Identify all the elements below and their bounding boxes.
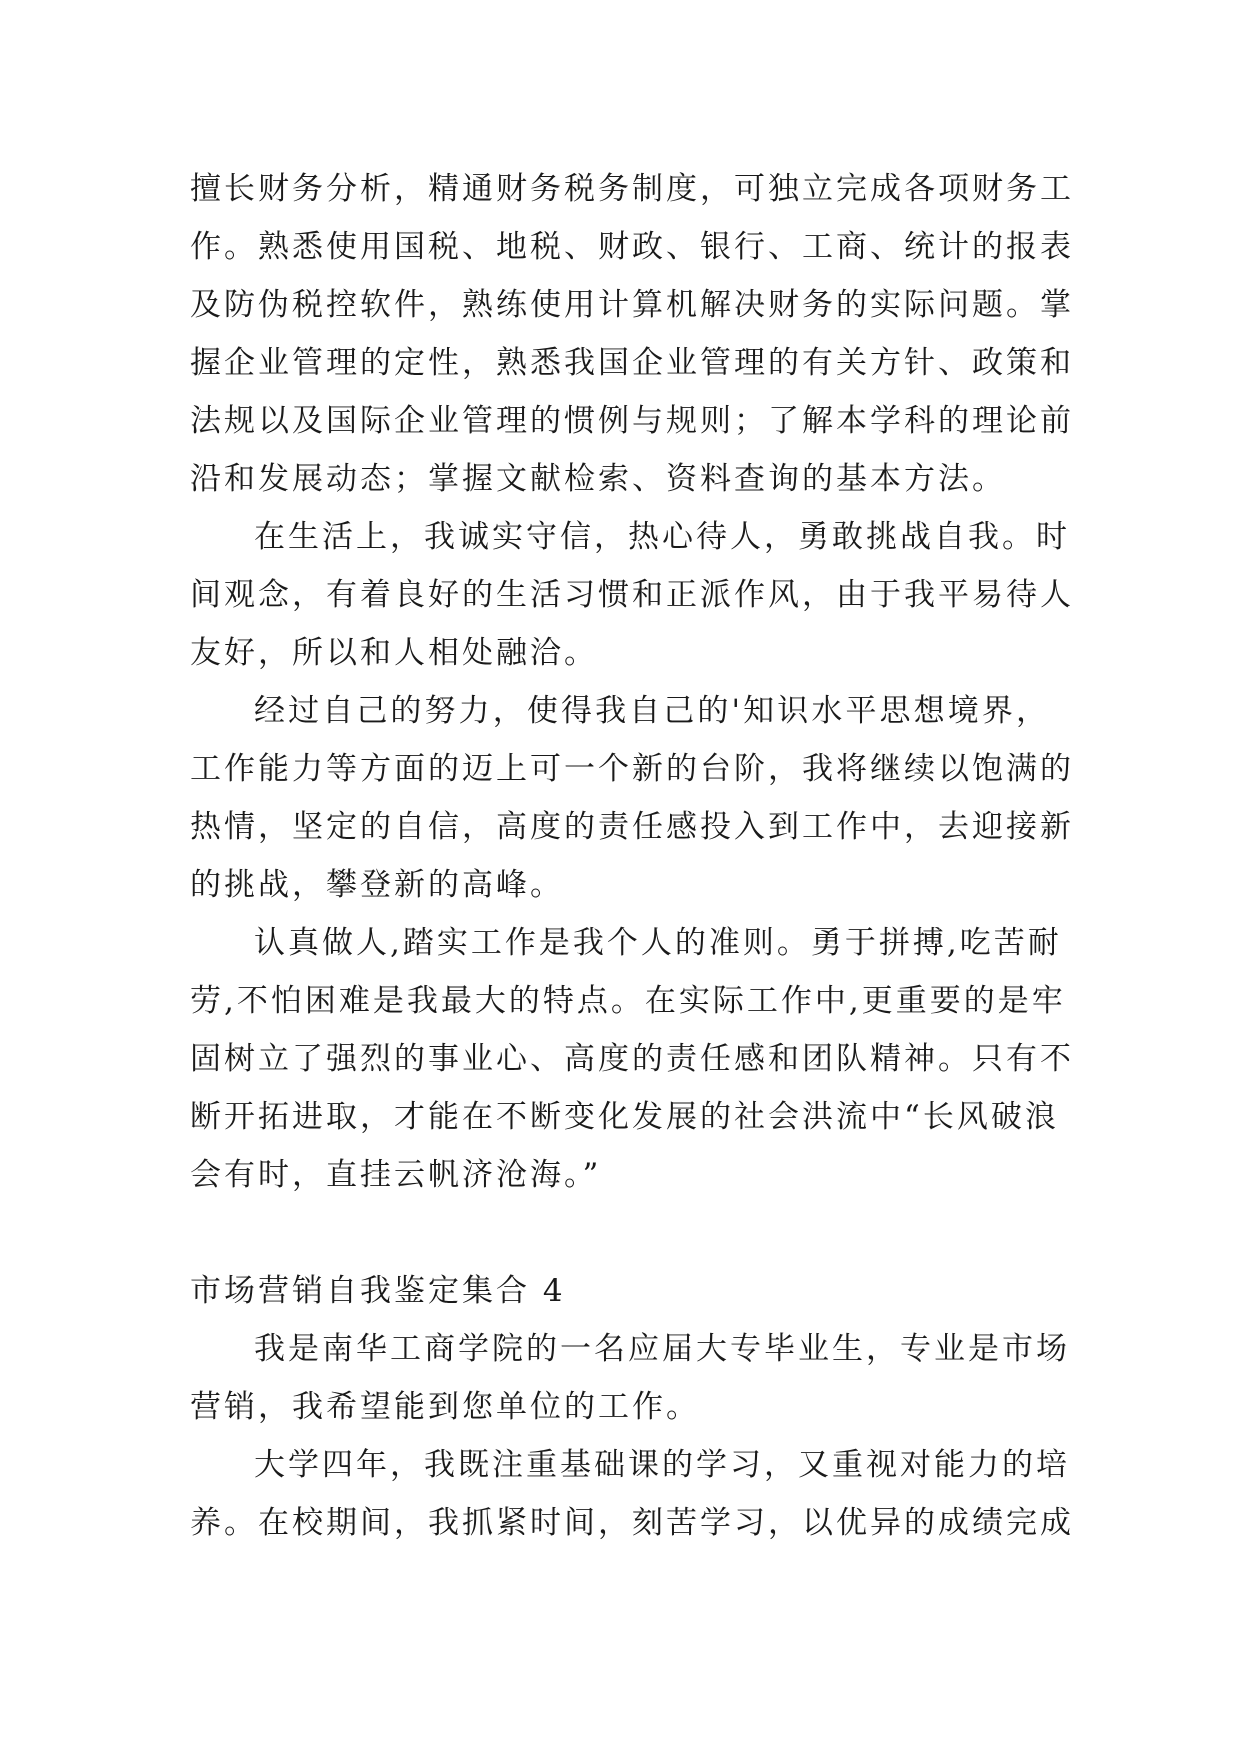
- text-line: 工作能力等方面的迈上可一个新的台阶，我将继续以饱满的: [190, 751, 1074, 787]
- paragraph: [190, 160, 1074, 508]
- paragraph: [190, 1436, 1074, 1552]
- text-line: 间观念，有着良好的生活习惯和正派作风，由于我平易待人: [190, 577, 1074, 613]
- text-line: 经过自己的努力，使得我自己的'知识水平思想境界，: [254, 693, 1050, 729]
- spacer: [190, 1204, 1050, 1262]
- text-line: 法规以及国际企业管理的惯例与规则；了解本学科的理论前: [190, 403, 1074, 439]
- text-line: 沿和发展动态；掌握文献检索、资料查询的基本方法。: [190, 461, 1006, 497]
- text-line: 我是南华工商学院的一名应届大专毕业生，专业是市场: [254, 1331, 1070, 1367]
- text-line: 大学四年，我既注重基础课的学习，又重视对能力的培: [254, 1447, 1070, 1483]
- text-line: 擅长财务分析，精通财务税务制度，可独立完成各项财务工: [190, 171, 1074, 207]
- text-line: 及防伪税控软件，熟练使用计算机解决财务的实际问题。掌: [190, 287, 1074, 323]
- text-line: 握企业管理的定性，熟悉我国企业管理的有关方针、政策和: [190, 345, 1074, 381]
- text-line: 会有时，直挂云帆济沧海。”: [190, 1157, 602, 1193]
- text-line: 劳,不怕困难是我最大的特点。在实际工作中,更重要的是牢: [190, 983, 1066, 1019]
- text-line: 的挑战，攀登新的高峰。: [190, 867, 564, 903]
- paragraph: [190, 508, 1074, 682]
- text-line: 断开拓进取，才能在不断变化发展的社会洪流中“长风破浪: [190, 1099, 1059, 1135]
- section-title: 市场营销自我鉴定集合 4: [190, 1273, 566, 1309]
- text-line: 友好，所以和人相处融洽。: [190, 635, 598, 671]
- text-line: 养。在校期间，我抓紧时间，刻苦学习，以优异的成绩完成: [190, 1505, 1074, 1541]
- text-line: 在生活上，我诚实守信，热心待人，勇敢挑战自我。时: [254, 519, 1070, 555]
- document-body: [190, 160, 1074, 1552]
- paragraph: [190, 682, 1074, 914]
- text-line: 营销，我希望能到您单位的工作。: [190, 1389, 700, 1425]
- text-line: 热情，坚定的自信，高度的责任感投入到工作中，去迎接新: [190, 809, 1074, 845]
- paragraph: [190, 914, 1074, 1204]
- text-line: 认真做人,踏实工作是我个人的准则。勇于拼搏,吃苦耐: [254, 925, 1062, 961]
- paragraph: [190, 1320, 1070, 1436]
- text-line: 作。熟悉使用国税、地税、财政、银行、工商、统计的报表: [190, 229, 1074, 265]
- text-line: 固树立了强烈的事业心、高度的责任感和团队精神。只有不: [190, 1041, 1074, 1077]
